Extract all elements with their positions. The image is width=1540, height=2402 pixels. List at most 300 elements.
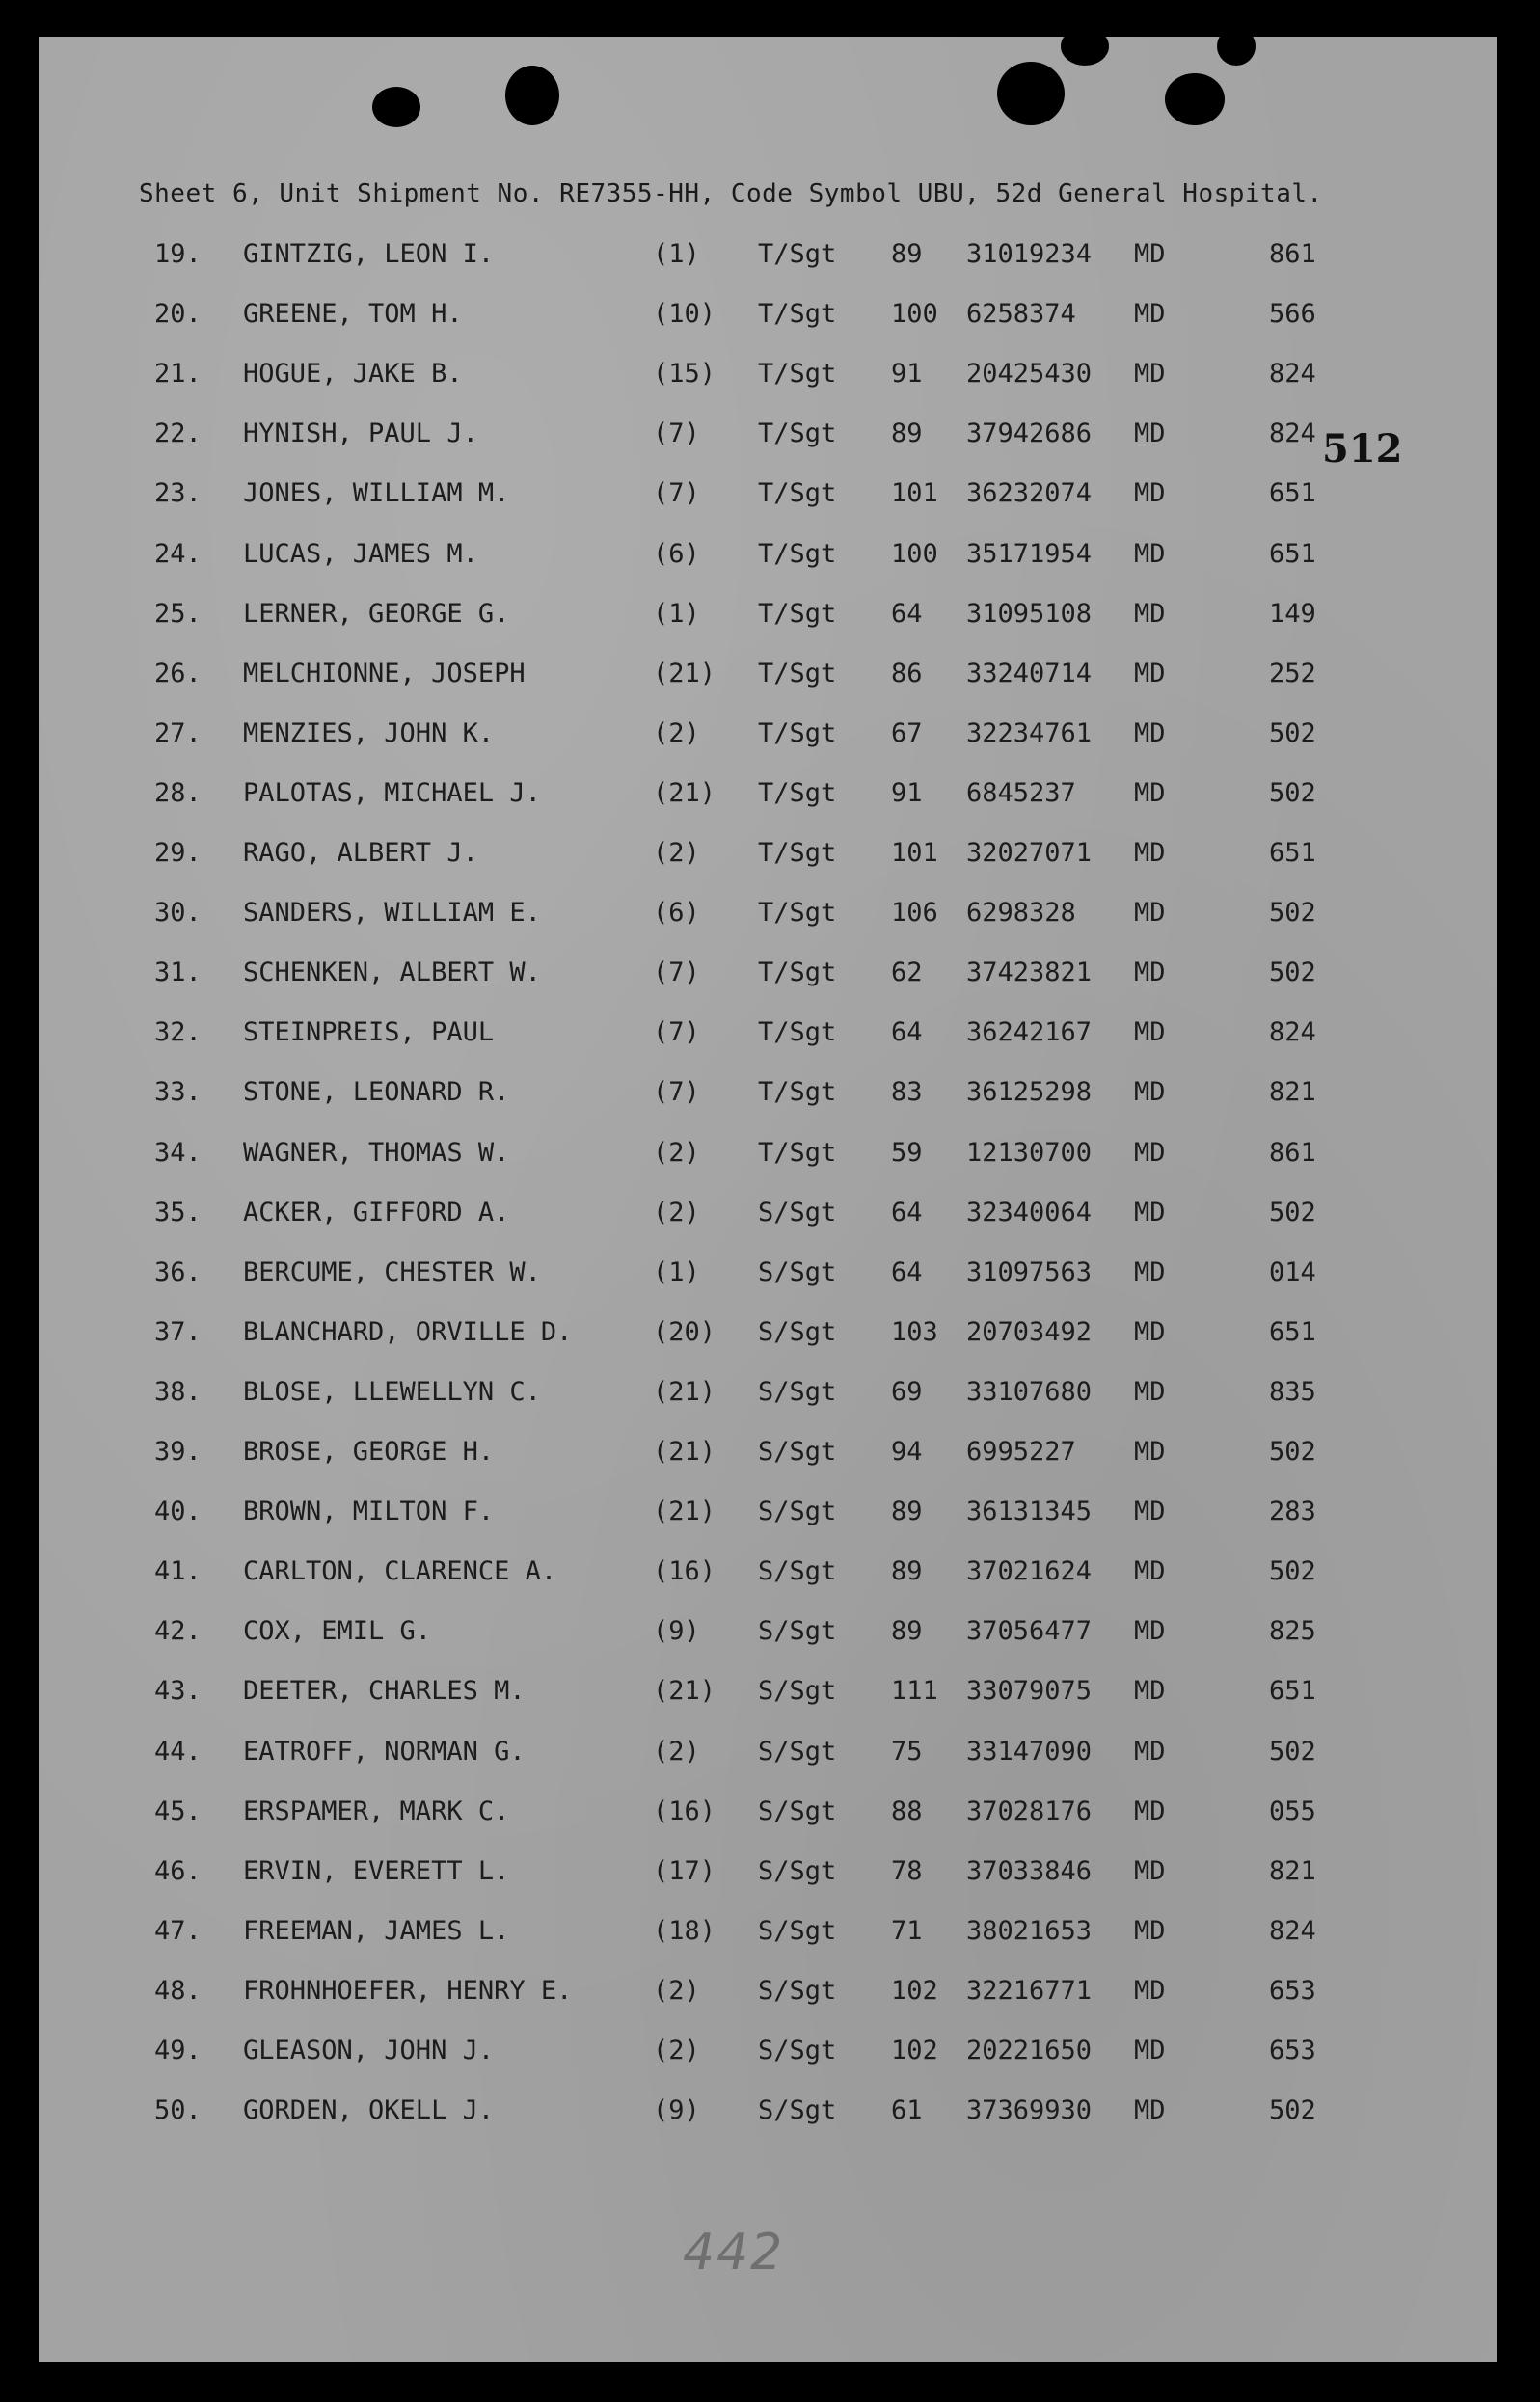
table-row <box>39 1017 1497 1056</box>
serial-number: 37028176 <box>966 1795 1093 1826</box>
department: MD <box>1134 1256 1166 1287</box>
rank: S/Sgt <box>758 1975 837 2006</box>
score: 100 <box>891 538 938 569</box>
serial-number: 6845237 <box>966 777 1076 808</box>
table-row <box>39 1676 1497 1714</box>
serial-number: 36242167 <box>966 1017 1093 1048</box>
table-row <box>39 1976 1497 2014</box>
punch-hole <box>505 66 559 125</box>
score: 91 <box>891 777 923 808</box>
mos-code: 861 <box>1269 239 1316 269</box>
row-number: 31. <box>154 958 202 988</box>
score: 89 <box>891 1616 923 1647</box>
department: MD <box>1134 658 1166 688</box>
sheet-number: 6 <box>231 179 249 208</box>
mos-code: 502 <box>1269 958 1316 988</box>
table-row <box>39 1198 1497 1236</box>
department: MD <box>1134 1197 1166 1228</box>
code-number: (21) <box>653 777 716 808</box>
score: 89 <box>891 418 923 449</box>
row-number: 40. <box>154 1497 202 1527</box>
table-row <box>39 1556 1497 1595</box>
soldier-name: MELCHIONNE, JOSEPH <box>243 658 526 688</box>
mos-code: 835 <box>1269 1376 1316 1407</box>
pencil-note: 442 <box>683 2224 785 2281</box>
row-number: 26. <box>154 658 202 688</box>
soldier-name: SCHENKEN, ALBERT W. <box>243 958 541 988</box>
rank: S/Sgt <box>758 1497 837 1527</box>
soldier-name: DEETER, CHARLES M. <box>243 1676 526 1707</box>
soldier-name: SANDERS, WILLIAM E. <box>243 898 541 929</box>
score: 59 <box>891 1137 923 1168</box>
row-number: 23. <box>154 478 202 509</box>
row-number: 44. <box>154 1736 202 1767</box>
mos-code: 502 <box>1269 1197 1316 1228</box>
soldier-name: RAGO, ALBERT J. <box>243 838 478 868</box>
table-row <box>39 838 1497 877</box>
soldier-name: JONES, WILLIAM M. <box>243 478 510 509</box>
mos-code: 824 <box>1269 418 1316 449</box>
score: 64 <box>891 1256 923 1287</box>
rank: T/Sgt <box>758 717 837 748</box>
mos-code: 014 <box>1269 1256 1316 1287</box>
rank: T/Sgt <box>758 838 837 868</box>
row-number: 24. <box>154 538 202 569</box>
soldier-name: ERVIN, EVERETT L. <box>243 1855 510 1886</box>
mos-code: 825 <box>1269 1616 1316 1647</box>
serial-number: 32027071 <box>966 838 1093 868</box>
code-number: (1) <box>653 598 700 629</box>
soldier-name: BROSE, GEORGE H. <box>243 1437 495 1467</box>
header-rest: , Unit Shipment No. RE7355-HH, Code Symbol UBU, 52d General Hospital. <box>248 179 1323 208</box>
table-row <box>39 359 1497 397</box>
department: MD <box>1134 359 1166 390</box>
mos-code: 149 <box>1269 598 1316 629</box>
table-row <box>39 1616 1497 1655</box>
code-number: (7) <box>653 418 700 449</box>
document-sheet <box>39 37 1497 2362</box>
row-number: 45. <box>154 1795 202 1826</box>
mos-code: 055 <box>1269 1795 1316 1826</box>
table-row <box>39 478 1497 517</box>
code-number: (2) <box>653 1197 700 1228</box>
serial-number: 36232074 <box>966 478 1093 509</box>
rank: S/Sgt <box>758 1316 837 1347</box>
department: MD <box>1134 2036 1166 2065</box>
soldier-name: GINTZIG, LEON I. <box>243 239 495 269</box>
stamped-page-number: 512 <box>1322 426 1403 472</box>
row-number: 22. <box>154 418 202 449</box>
code-number: (21) <box>653 1497 716 1527</box>
soldier-name: STEINPREIS, PAUL <box>243 1017 495 1048</box>
code-number: (21) <box>653 1676 716 1707</box>
soldier-name: GORDEN, OKELL J. <box>243 2095 495 2126</box>
table-row <box>39 418 1497 457</box>
score: 64 <box>891 598 923 629</box>
soldier-name: MENZIES, JOHN K. <box>243 717 495 748</box>
code-number: (2) <box>653 838 700 868</box>
table-row <box>39 539 1497 578</box>
department: MD <box>1134 538 1166 569</box>
serial-number: 32216771 <box>966 1975 1093 2006</box>
table-row <box>39 898 1497 936</box>
department: MD <box>1134 1616 1166 1647</box>
mos-code: 252 <box>1269 658 1316 688</box>
department: MD <box>1134 1556 1166 1587</box>
department: MD <box>1134 717 1166 748</box>
mos-code: 502 <box>1269 898 1316 929</box>
punch-hole <box>1165 73 1225 125</box>
rank: S/Sgt <box>758 1556 837 1587</box>
row-number: 25. <box>154 598 202 629</box>
soldier-name: BROWN, MILTON F. <box>243 1497 495 1527</box>
serial-number: 31095108 <box>966 598 1093 629</box>
soldier-name: BLOSE, LLEWELLYN C. <box>243 1376 541 1407</box>
sheet-label: Sheet <box>139 179 217 208</box>
rank: S/Sgt <box>758 1376 837 1407</box>
table-row <box>39 299 1497 337</box>
score: 89 <box>891 1497 923 1527</box>
serial-number: 37021624 <box>966 1556 1093 1587</box>
score: 64 <box>891 1197 923 1228</box>
code-number: (1) <box>653 1256 700 1287</box>
row-number: 21. <box>154 359 202 390</box>
punch-hole <box>372 87 420 127</box>
rank: T/Sgt <box>758 1137 837 1168</box>
rank: S/Sgt <box>758 1197 837 1228</box>
department: MD <box>1134 898 1166 929</box>
department: MD <box>1134 1975 1166 2006</box>
soldier-name: HOGUE, JAKE B. <box>243 359 463 390</box>
mos-code: 502 <box>1269 1736 1316 1767</box>
serial-number: 12130700 <box>966 1137 1093 1168</box>
row-number: 27. <box>154 717 202 748</box>
row-number: 43. <box>154 1676 202 1707</box>
mos-code: 502 <box>1269 2095 1316 2126</box>
row-number: 33. <box>154 1077 202 1108</box>
code-number: (17) <box>653 1855 716 1886</box>
mos-code: 651 <box>1269 1676 1316 1707</box>
rank: T/Sgt <box>758 898 837 929</box>
row-number: 19. <box>154 239 202 269</box>
rank: T/Sgt <box>758 658 837 688</box>
serial-number: 31097563 <box>966 1256 1093 1287</box>
soldier-name: WAGNER, THOMAS W. <box>243 1137 510 1168</box>
department: MD <box>1134 598 1166 629</box>
score: 78 <box>891 1855 923 1886</box>
rank: S/Sgt <box>758 1256 837 1287</box>
row-number: 42. <box>154 1616 202 1647</box>
score: 69 <box>891 1376 923 1407</box>
mos-code: 824 <box>1269 1017 1316 1048</box>
score: 71 <box>891 1915 923 1946</box>
row-number: 47. <box>154 1915 202 1946</box>
code-number: (7) <box>653 478 700 509</box>
row-number: 49. <box>154 2036 202 2065</box>
row-number: 35. <box>154 1197 202 1228</box>
row-number: 41. <box>154 1556 202 1587</box>
department: MD <box>1134 1736 1166 1767</box>
code-number: (18) <box>653 1915 716 1946</box>
soldier-name: ERSPAMER, MARK C. <box>243 1795 510 1826</box>
serial-number: 33079075 <box>966 1676 1093 1707</box>
rank: T/Sgt <box>758 478 837 509</box>
table-row <box>39 1916 1497 1955</box>
code-number: (1) <box>653 239 700 269</box>
row-number: 32. <box>154 1017 202 1048</box>
serial-number: 37056477 <box>966 1616 1093 1647</box>
soldier-name: STONE, LEONARD R. <box>243 1077 510 1108</box>
table-row <box>39 1796 1497 1835</box>
score: 100 <box>891 299 938 330</box>
row-number: 39. <box>154 1437 202 1467</box>
mos-code: 651 <box>1269 478 1316 509</box>
score: 83 <box>891 1077 923 1108</box>
code-number: (21) <box>653 658 716 688</box>
mos-code: 502 <box>1269 1556 1316 1587</box>
serial-number: 33240714 <box>966 658 1093 688</box>
table-row <box>39 599 1497 637</box>
table-row <box>39 2036 1497 2074</box>
mos-code: 651 <box>1269 538 1316 569</box>
code-number: (7) <box>653 1017 700 1048</box>
table-row <box>39 1856 1497 1895</box>
table-row <box>39 778 1497 817</box>
soldier-name: BERCUME, CHESTER W. <box>243 1256 541 1287</box>
score: 111 <box>891 1676 938 1707</box>
serial-number: 6995227 <box>966 1437 1076 1467</box>
table-row <box>39 1138 1497 1176</box>
department: MD <box>1134 1137 1166 1168</box>
score: 62 <box>891 958 923 988</box>
rank: S/Sgt <box>758 2095 837 2126</box>
score: 61 <box>891 2095 923 2126</box>
score: 86 <box>891 658 923 688</box>
score: 64 <box>891 1017 923 1048</box>
code-number: (7) <box>653 958 700 988</box>
row-number: 34. <box>154 1137 202 1168</box>
mos-code: 502 <box>1269 717 1316 748</box>
code-number: (10) <box>653 299 716 330</box>
department: MD <box>1134 1915 1166 1946</box>
score: 91 <box>891 359 923 390</box>
score: 102 <box>891 2036 938 2065</box>
soldier-name: BLANCHARD, ORVILLE D. <box>243 1316 573 1347</box>
rank: S/Sgt <box>758 1795 837 1826</box>
row-number: 30. <box>154 898 202 929</box>
soldier-name: FROHNHOEFER, HENRY E. <box>243 1975 573 2006</box>
table-row <box>39 659 1497 697</box>
rank: S/Sgt <box>758 2036 837 2065</box>
row-number: 28. <box>154 777 202 808</box>
code-number: (2) <box>653 717 700 748</box>
department: MD <box>1134 838 1166 868</box>
soldier-name: FREEMAN, JAMES L. <box>243 1915 510 1946</box>
serial-number: 20703492 <box>966 1316 1093 1347</box>
score: 88 <box>891 1795 923 1826</box>
mos-code: 821 <box>1269 1077 1316 1108</box>
code-number: (6) <box>653 898 700 929</box>
soldier-name: GLEASON, JOHN J. <box>243 2036 495 2065</box>
row-number: 48. <box>154 1975 202 2006</box>
row-number: 20. <box>154 299 202 330</box>
sheet-header <box>139 179 1323 208</box>
code-number: (2) <box>653 1137 700 1168</box>
score: 101 <box>891 838 938 868</box>
serial-number: 37033846 <box>966 1855 1093 1886</box>
mos-code: 283 <box>1269 1497 1316 1527</box>
punch-hole <box>1217 27 1256 66</box>
score: 101 <box>891 478 938 509</box>
code-number: (2) <box>653 2036 700 2065</box>
table-row <box>39 1257 1497 1296</box>
rank: T/Sgt <box>758 239 837 269</box>
mos-code: 821 <box>1269 1855 1316 1886</box>
department: MD <box>1134 777 1166 808</box>
table-row <box>39 1377 1497 1416</box>
row-number: 36. <box>154 1256 202 1287</box>
score: 89 <box>891 239 923 269</box>
rank: T/Sgt <box>758 1017 837 1048</box>
code-number: (2) <box>653 1736 700 1767</box>
code-number: (21) <box>653 1376 716 1407</box>
code-number: (15) <box>653 359 716 390</box>
table-row <box>39 718 1497 757</box>
serial-number: 6258374 <box>966 299 1076 330</box>
rank: T/Sgt <box>758 598 837 629</box>
soldier-name: LERNER, GEORGE G. <box>243 598 510 629</box>
table-row <box>39 1737 1497 1775</box>
mos-code: 653 <box>1269 1975 1316 2006</box>
serial-number: 31019234 <box>966 239 1093 269</box>
rank: S/Sgt <box>758 1736 837 1767</box>
department: MD <box>1134 958 1166 988</box>
serial-number: 33147090 <box>966 1736 1093 1767</box>
serial-number: 36131345 <box>966 1497 1093 1527</box>
serial-number: 36125298 <box>966 1077 1093 1108</box>
serial-number: 35171954 <box>966 538 1093 569</box>
row-number: 50. <box>154 2095 202 2126</box>
score: 75 <box>891 1736 923 1767</box>
department: MD <box>1134 1017 1166 1048</box>
department: MD <box>1134 418 1166 449</box>
soldier-name: GREENE, TOM H. <box>243 299 463 330</box>
score: 106 <box>891 898 938 929</box>
rank: S/Sgt <box>758 1855 837 1886</box>
mos-code: 651 <box>1269 1316 1316 1347</box>
rank: S/Sgt <box>758 1437 837 1467</box>
rank: T/Sgt <box>758 958 837 988</box>
department: MD <box>1134 1376 1166 1407</box>
serial-number: 20221650 <box>966 2036 1093 2065</box>
rank: T/Sgt <box>758 1077 837 1108</box>
serial-number: 37423821 <box>966 958 1093 988</box>
code-number: (21) <box>653 1437 716 1467</box>
rank: T/Sgt <box>758 299 837 330</box>
rank: S/Sgt <box>758 1915 837 1946</box>
mos-code: 502 <box>1269 1437 1316 1467</box>
department: MD <box>1134 1795 1166 1826</box>
serial-number: 32340064 <box>966 1197 1093 1228</box>
serial-number: 20425430 <box>966 359 1093 390</box>
soldier-name: LUCAS, JAMES M. <box>243 538 478 569</box>
mos-code: 502 <box>1269 777 1316 808</box>
serial-number: 37369930 <box>966 2095 1093 2126</box>
soldier-name: CARLTON, CLARENCE A. <box>243 1556 557 1587</box>
score: 102 <box>891 1975 938 2006</box>
table-row <box>39 1497 1497 1535</box>
table-row <box>39 1437 1497 1475</box>
serial-number: 33107680 <box>966 1376 1093 1407</box>
rank: S/Sgt <box>758 1616 837 1647</box>
table-row <box>39 239 1497 278</box>
department: MD <box>1134 299 1166 330</box>
department: MD <box>1134 1077 1166 1108</box>
soldier-name: EATROFF, NORMAN G. <box>243 1736 526 1767</box>
mos-code: 861 <box>1269 1137 1316 1168</box>
rank: S/Sgt <box>758 1676 837 1707</box>
rank: T/Sgt <box>758 418 837 449</box>
score: 89 <box>891 1556 923 1587</box>
mos-code: 653 <box>1269 2036 1316 2065</box>
row-number: 37. <box>154 1316 202 1347</box>
serial-number: 6298328 <box>966 898 1076 929</box>
soldier-name: ACKER, GIFFORD A. <box>243 1197 510 1228</box>
department: MD <box>1134 1316 1166 1347</box>
code-number: (16) <box>653 1795 716 1826</box>
department: MD <box>1134 1676 1166 1707</box>
score: 94 <box>891 1437 923 1467</box>
mos-code: 651 <box>1269 838 1316 868</box>
row-number: 38. <box>154 1376 202 1407</box>
department: MD <box>1134 478 1166 509</box>
code-number: (20) <box>653 1316 716 1347</box>
punch-hole <box>997 62 1065 125</box>
code-number: (9) <box>653 2095 700 2126</box>
rank: T/Sgt <box>758 538 837 569</box>
department: MD <box>1134 1497 1166 1527</box>
score: 67 <box>891 717 923 748</box>
soldier-name: COX, EMIL G. <box>243 1616 432 1647</box>
code-number: (16) <box>653 1556 716 1587</box>
serial-number: 32234761 <box>966 717 1093 748</box>
serial-number: 37942686 <box>966 418 1093 449</box>
rank: T/Sgt <box>758 359 837 390</box>
row-number: 29. <box>154 838 202 868</box>
soldier-name: HYNISH, PAUL J. <box>243 418 478 449</box>
table-row <box>39 1077 1497 1116</box>
code-number: (9) <box>653 1616 700 1647</box>
mos-code: 566 <box>1269 299 1316 330</box>
code-number: (6) <box>653 538 700 569</box>
code-number: (7) <box>653 1077 700 1108</box>
department: MD <box>1134 239 1166 269</box>
soldier-name: PALOTAS, MICHAEL J. <box>243 777 541 808</box>
table-row <box>39 2095 1497 2134</box>
department: MD <box>1134 1855 1166 1886</box>
score: 103 <box>891 1316 938 1347</box>
mos-code: 824 <box>1269 1915 1316 1946</box>
code-number: (2) <box>653 1975 700 2006</box>
row-number: 46. <box>154 1855 202 1886</box>
rank: T/Sgt <box>758 777 837 808</box>
table-row <box>39 1317 1497 1356</box>
serial-number: 38021653 <box>966 1915 1093 1946</box>
table-row <box>39 958 1497 996</box>
department: MD <box>1134 1437 1166 1467</box>
department: MD <box>1134 2095 1166 2126</box>
mos-code: 824 <box>1269 359 1316 390</box>
